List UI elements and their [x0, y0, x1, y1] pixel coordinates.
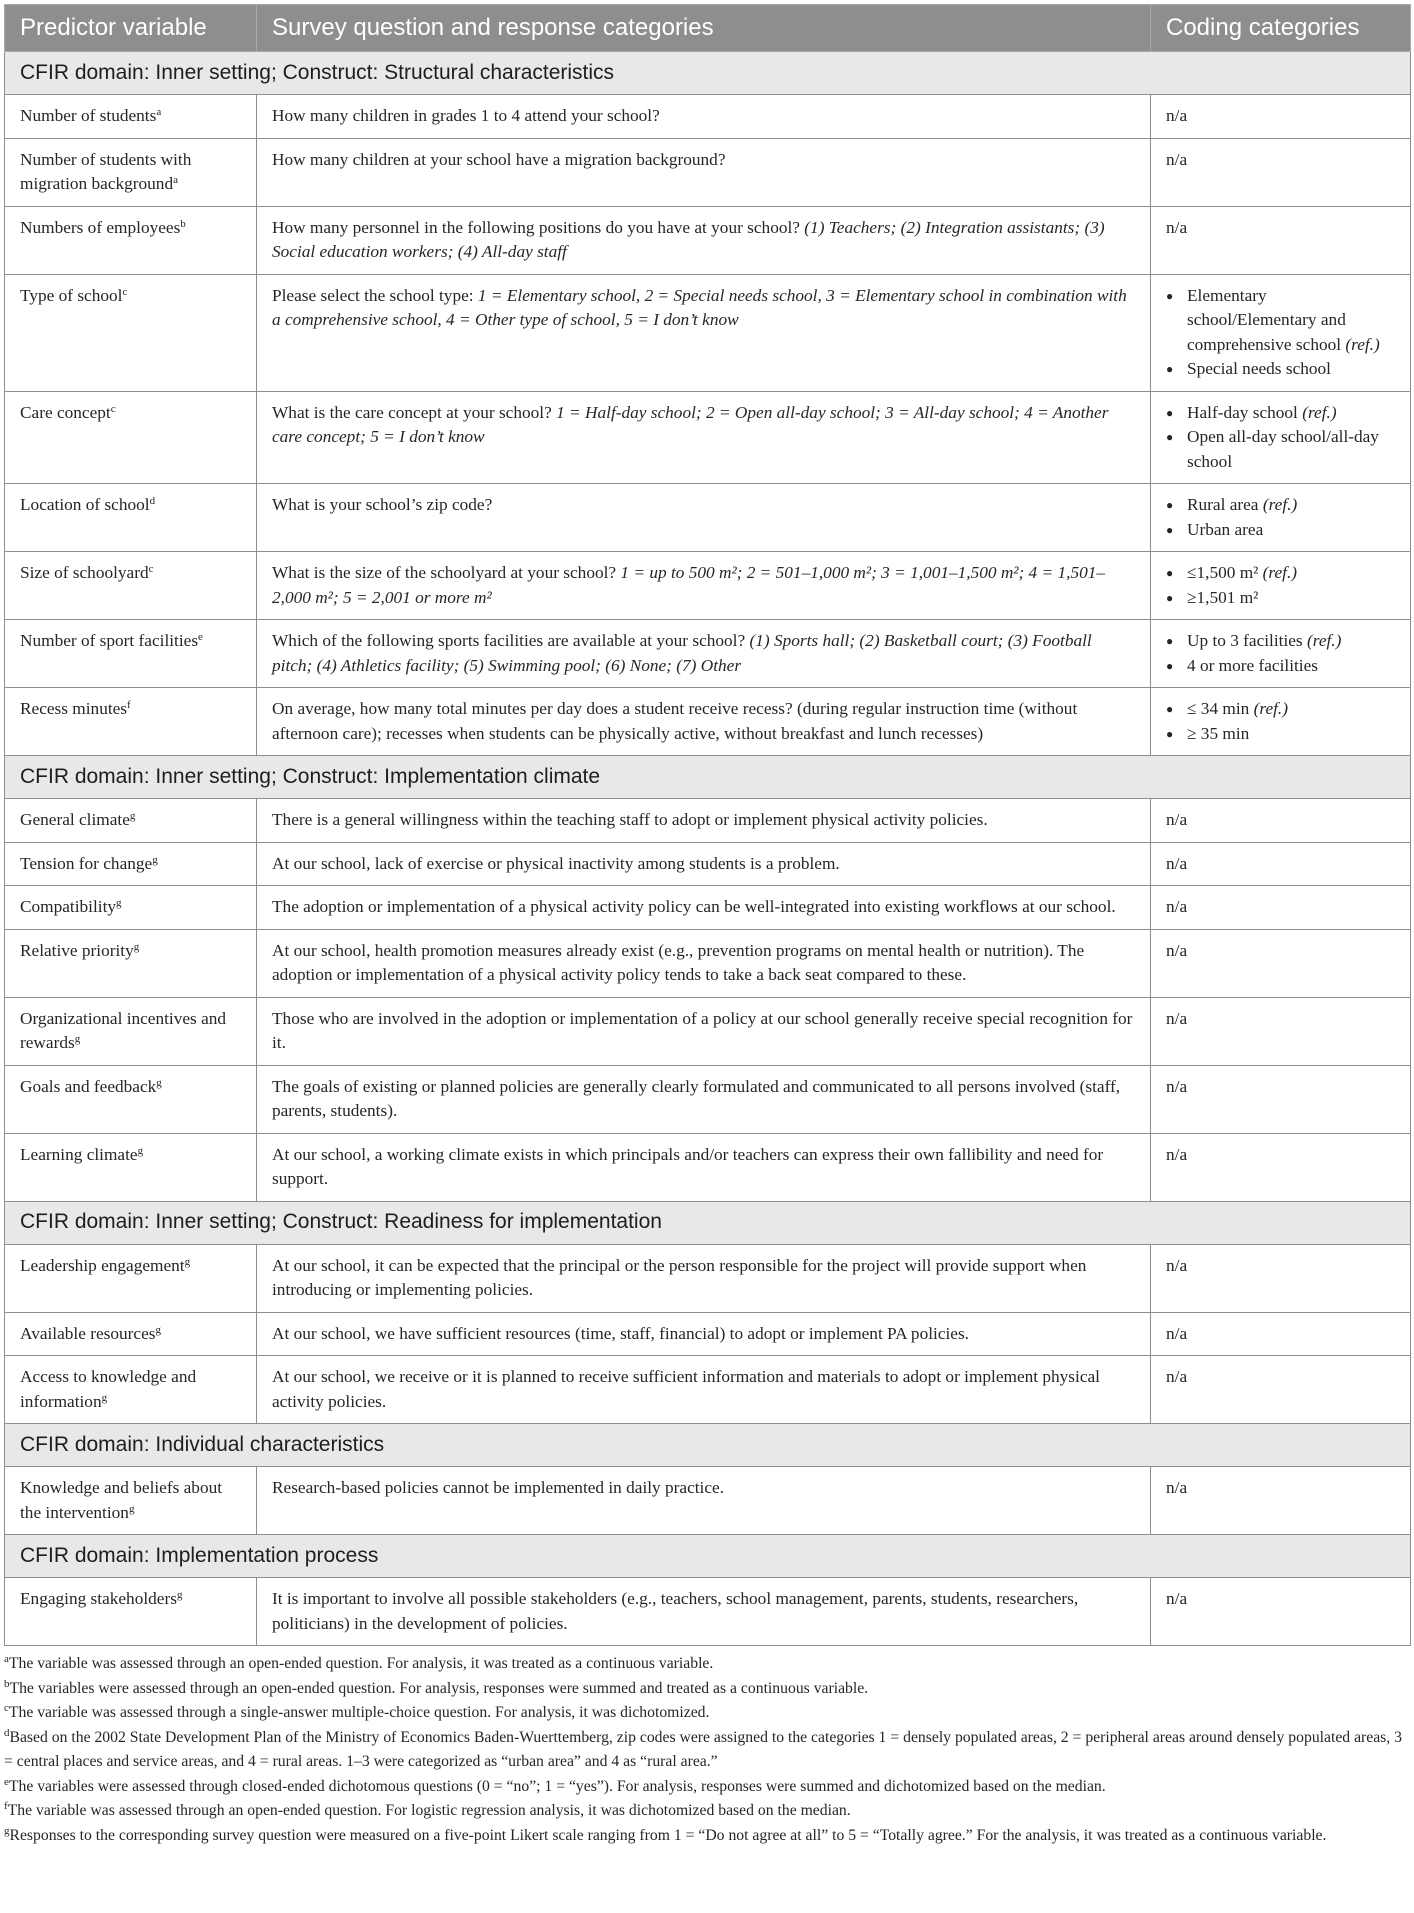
coding-category: 4 or more facilities	[1187, 655, 1319, 675]
footnote-marker: g	[74, 1033, 81, 1045]
coding-category: n/a	[1166, 897, 1188, 916]
predictor-variable: Number of students	[20, 106, 157, 125]
table-row	[5, 1467, 1411, 1535]
header-predictor-variable: Predictor variable	[5, 5, 257, 52]
table-row	[5, 620, 1411, 688]
section-title: CFIR domain: Inner setting; Construct: Structural characteristics	[5, 52, 1411, 95]
table-row	[5, 886, 1411, 930]
section-title: CFIR domain: Inner setting; Construct: Implementation climate	[5, 756, 1411, 799]
predictor-variable-cell	[5, 1578, 257, 1646]
footnote-text: The variables were assessed through closed-ended dichotomous questions (0 = “no”; 1 = “yes”). For analysis, responses were summed and dichotomized based on the median.	[8, 1777, 1106, 1795]
table-row	[5, 688, 1411, 756]
footnote-marker: g	[133, 940, 140, 953]
coding-category: n/a	[1166, 940, 1188, 960]
coding-item	[1187, 654, 1395, 679]
predictor-variable: Available resources	[20, 1323, 156, 1343]
predictor-variable: Leadership engagement	[20, 1255, 185, 1275]
footnote-marker: g	[156, 1076, 162, 1089]
coding-categories-cell	[1151, 484, 1411, 552]
footnote	[4, 1775, 1410, 1800]
footnote-marker: g	[129, 810, 136, 822]
coding-category: n/a	[1166, 1144, 1188, 1164]
survey-question-cell	[257, 1356, 1151, 1424]
predictor-variable: Care concept	[20, 402, 111, 422]
coding-item	[1187, 493, 1395, 518]
survey-question: It is important to involve all possible stakeholders (e.g., teachers, school management, parents, students, researchers, politicians) in the development of policies.	[272, 1589, 1079, 1633]
coding-category: Half-day school	[1187, 402, 1298, 422]
coding-categories-cell	[1151, 1356, 1411, 1424]
survey-question: How many personnel in the following positions do you have at your school?	[272, 217, 800, 237]
survey-question: The adoption or implementation of a physical activity policy can be well-integrated into existing workflows at our school.	[272, 897, 1116, 916]
predictor-variable: Number of sport facilities	[20, 631, 199, 650]
survey-question-cell	[257, 620, 1151, 688]
reference-marker: (ref.)	[1302, 402, 1337, 422]
coding-item	[1187, 425, 1395, 474]
predictor-variable: Number of students with migration background	[20, 149, 192, 193]
response-categories: (1) Teachers; (2) Integration assistants; (3) Social education workers; (4) All-day staff	[272, 217, 1105, 261]
table-header-row	[5, 5, 1411, 52]
coding-categories-cell	[1151, 842, 1411, 886]
response-categories: 1 = Half-day school; 2 = Open all-day school; 3 = All-day school; 4 = Another care concept; 5 = I don’t know	[272, 402, 1109, 446]
coding-category: Elementary school/Elementary and comprehensive school	[1187, 285, 1346, 354]
predictor-variable: Location of school	[20, 495, 150, 514]
coding-category: n/a	[1166, 1367, 1188, 1386]
coding-category: n/a	[1166, 1076, 1188, 1096]
section-row	[5, 1535, 1411, 1578]
survey-question-cell	[257, 1467, 1151, 1535]
survey-question: What is your school’s zip code?	[272, 495, 493, 514]
table-row	[5, 929, 1411, 997]
coding-category: n/a	[1166, 1255, 1188, 1275]
reference-marker: (ref.)	[1262, 563, 1298, 582]
predictor-variable-cell	[5, 1467, 257, 1535]
coding-categories-cell	[1151, 95, 1411, 139]
coding-list	[1166, 284, 1395, 382]
footnote	[4, 1701, 1410, 1726]
coding-category: n/a	[1166, 810, 1188, 829]
survey-question: At our school, it can be expected that the principal or the person responsible for the project will provide support when introducing or implementing policies.	[272, 1255, 1087, 1299]
table-row	[5, 138, 1411, 206]
survey-question-cell	[257, 484, 1151, 552]
coding-categories-cell	[1151, 688, 1411, 756]
coding-category: Rural area	[1187, 495, 1259, 514]
coding-item	[1187, 722, 1395, 747]
footnote-marker: g	[101, 1391, 108, 1404]
footnote-marker: g	[184, 1255, 191, 1268]
table-row	[5, 997, 1411, 1065]
predictor-variable-cell	[5, 688, 257, 756]
table-body	[5, 52, 1411, 1646]
predictor-variable: Tension for change	[20, 853, 153, 873]
coding-item	[1187, 697, 1395, 722]
survey-question-cell	[257, 1244, 1151, 1312]
coding-item	[1187, 629, 1395, 654]
survey-question: At our school, we receive or it is planned to receive sufficient information and materials to adopt or implement physical activity policies.	[272, 1367, 1100, 1411]
predictor-variable: Size of schoolyard	[20, 563, 149, 582]
response-categories: (1) Sports hall; (2) Basketball court; (3) Football pitch; (4) Athletics facility; (5) Swimming pool; (6) None; (7) Other	[272, 631, 1092, 675]
table-row	[5, 799, 1411, 843]
predictor-variable: Relative priority	[20, 940, 134, 960]
survey-question-cell	[257, 391, 1151, 484]
coding-categories-cell	[1151, 1133, 1411, 1201]
predictor-variable-cell	[5, 799, 257, 843]
footnote-marker: g	[152, 853, 158, 866]
predictor-variable-cell	[5, 274, 257, 391]
coding-categories-cell	[1151, 1578, 1411, 1646]
coding-item	[1187, 561, 1395, 586]
predictor-variable: Recess minutes	[20, 699, 128, 718]
footnote-mark: c	[4, 1702, 9, 1714]
predictor-variable-cell	[5, 391, 257, 484]
survey-question-cell	[257, 842, 1151, 886]
predictor-variable-cell	[5, 842, 257, 886]
survey-question-cell	[257, 1312, 1151, 1356]
survey-question-cell	[257, 886, 1151, 930]
section-row	[5, 1201, 1411, 1244]
predictor-variable-cell	[5, 620, 257, 688]
coding-category: n/a	[1166, 1008, 1188, 1028]
coding-category: Special needs school	[1187, 359, 1331, 378]
coding-categories-cell	[1151, 1312, 1411, 1356]
predictor-variable-cell	[5, 95, 257, 139]
survey-question-cell	[257, 799, 1151, 843]
predictor-variable: Learning climate	[20, 1144, 138, 1164]
coding-category: n/a	[1166, 1478, 1188, 1497]
survey-question-cell	[257, 206, 1151, 274]
footnote-marker: g	[137, 1144, 144, 1157]
footnote-mark: g	[4, 1824, 10, 1837]
predictor-variable-cell	[5, 1356, 257, 1424]
table-row	[5, 552, 1411, 620]
survey-question: Those who are involved in the adoption or implementation of a policy at our school generally receive special recognition for it.	[272, 1008, 1133, 1052]
coding-list	[1166, 697, 1395, 746]
survey-question-cell	[257, 688, 1151, 756]
footnote-text: The variables were assessed through an open-ended question. For analysis, responses were summed and treated as a continuous variable.	[9, 1679, 869, 1697]
predictor-variable: General climate	[20, 810, 130, 829]
predictor-variable: Type of school	[20, 285, 123, 305]
coding-category: Up to 3 facilities	[1187, 631, 1303, 650]
section-title: CFIR domain: Implementation process	[5, 1535, 1411, 1578]
survey-question: Please select the school type:	[272, 285, 474, 305]
survey-question: At our school, lack of exercise or physical inactivity among students is a problem.	[272, 853, 840, 873]
page	[4, 4, 1410, 1848]
predictor-variable-cell	[5, 886, 257, 930]
coding-category: ≥1,501 m²	[1187, 587, 1259, 607]
footnote	[4, 1677, 1410, 1702]
reference-marker: (ref.)	[1307, 631, 1342, 650]
table-row	[5, 391, 1411, 484]
coding-list	[1166, 561, 1395, 610]
section-row	[5, 756, 1411, 799]
coding-list	[1166, 629, 1395, 678]
footnote-marker: b	[180, 217, 186, 230]
table-row	[5, 1244, 1411, 1312]
coding-categories-cell	[1151, 929, 1411, 997]
coding-category: ≤1,500 m²	[1187, 563, 1259, 582]
coding-category: n/a	[1166, 1589, 1188, 1608]
predictor-variable: Engaging stakeholders	[20, 1589, 177, 1608]
footnote-marker: a	[173, 174, 178, 186]
footnote-text: The variable was assessed through an open-ended question. For analysis, it was treated as a continuous variable.	[8, 1655, 714, 1672]
section-title: CFIR domain: Individual characteristics	[5, 1424, 1411, 1467]
survey-question: How many children in grades 1 to 4 attend your school?	[272, 106, 660, 125]
coding-categories-cell	[1151, 138, 1411, 206]
predictor-variable-cell	[5, 929, 257, 997]
coding-categories-cell	[1151, 620, 1411, 688]
footnote-marker: a	[156, 106, 162, 118]
footnote-mark: b	[4, 1677, 10, 1690]
coding-categories-cell	[1151, 206, 1411, 274]
survey-question-cell	[257, 95, 1151, 139]
header-survey-question: Survey question and response categories	[257, 5, 1151, 52]
coding-category: Open all-day school/all-day school	[1187, 427, 1379, 471]
table-row	[5, 95, 1411, 139]
survey-question-cell	[257, 138, 1151, 206]
footnote-mark: d	[4, 1726, 10, 1739]
survey-question: Which of the following sports facilities are available at your school?	[272, 631, 746, 650]
coding-list	[1166, 401, 1395, 475]
survey-question-cell	[257, 552, 1151, 620]
footnote	[4, 1824, 1410, 1849]
survey-question-cell	[257, 929, 1151, 997]
coding-categories-cell	[1151, 1467, 1411, 1535]
table-row	[5, 842, 1411, 886]
table-row	[5, 1312, 1411, 1356]
footnote-marker: g	[176, 1589, 183, 1601]
coding-category: ≥ 35 min	[1187, 723, 1250, 743]
coding-category: Urban area	[1187, 519, 1264, 539]
footnote-marker: g	[155, 1323, 161, 1336]
footnote-marker: e	[198, 631, 203, 643]
response-categories: 1 = Elementary school, 2 = Special needs school, 3 = Elementary school in combination with a comprehensive school, 4 = Other type of school, 5 = I don’t know	[272, 285, 1127, 329]
footnotes	[4, 1652, 1410, 1848]
survey-question-cell	[257, 1133, 1151, 1201]
footnote-marker: f	[127, 699, 131, 711]
coding-categories-cell	[1151, 799, 1411, 843]
predictor-table	[4, 4, 1411, 1646]
coding-categories-cell	[1151, 1065, 1411, 1133]
coding-category: n/a	[1166, 217, 1188, 237]
survey-question: How many children at your school have a migration background?	[272, 149, 726, 169]
survey-question-cell	[257, 997, 1151, 1065]
footnote-marker: c	[110, 402, 116, 415]
table-row	[5, 1133, 1411, 1201]
predictor-variable: Goals and feedback	[20, 1076, 157, 1096]
coding-categories-cell	[1151, 274, 1411, 391]
footnote	[4, 1652, 1410, 1677]
footnote-marker: c	[122, 285, 128, 298]
predictor-variable-cell	[5, 1065, 257, 1133]
reference-marker: (ref.)	[1253, 699, 1289, 718]
survey-question: At our school, we have sufficient resources (time, staff, financial) to adopt or implement PA policies.	[272, 1323, 970, 1343]
table-row	[5, 484, 1411, 552]
table-row	[5, 206, 1411, 274]
coding-categories-cell	[1151, 391, 1411, 484]
survey-question-cell	[257, 1065, 1151, 1133]
survey-question: On average, how many total minutes per day does a student receive recess? (during regular instruction time (without afternoon care); recesses when students can be physically active, without breakfast and lunch recesses)	[272, 699, 1078, 743]
survey-question-cell	[257, 1578, 1151, 1646]
predictor-variable: Knowledge and beliefs about the intervention	[20, 1478, 223, 1522]
predictor-variable-cell	[5, 1244, 257, 1312]
coding-categories-cell	[1151, 886, 1411, 930]
survey-question: What is the size of the schoolyard at your school?	[272, 563, 617, 582]
table-row	[5, 274, 1411, 391]
survey-question-cell	[257, 274, 1151, 391]
footnote	[4, 1726, 1410, 1775]
coding-category: n/a	[1166, 106, 1188, 125]
predictor-variable: Numbers of employees	[20, 217, 181, 237]
table-row	[5, 1356, 1411, 1424]
footnote-text: The variable was assessed through a single-answer multiple-choice question. For analysis, it was dichotomized.	[8, 1704, 710, 1721]
predictor-variable: Compatibility	[20, 897, 117, 916]
coding-category: n/a	[1166, 853, 1188, 873]
survey-question: Research-based policies cannot be implemented in daily practice.	[272, 1478, 725, 1497]
reference-marker: (ref.)	[1262, 495, 1298, 514]
predictor-variable: Organizational incentives and rewards	[20, 1008, 227, 1052]
footnote-text: Responses to the corresponding survey question were measured on a five-point Likert scale ranging from 1 = “Do not agree at all” to 5 = “Totally agree.” For the analysis, it was treated as a continuous variable.	[9, 1826, 1327, 1844]
predictor-variable-cell	[5, 1312, 257, 1356]
predictor-variable-cell	[5, 552, 257, 620]
table-row	[5, 1065, 1411, 1133]
footnote-mark: a	[4, 1653, 9, 1665]
coding-list	[1166, 493, 1395, 542]
predictor-variable-cell	[5, 997, 257, 1065]
response-categories: 1 = up to 500 m²; 2 = 501–1,000 m²; 3 = 1,001–1,500 m²; 4 = 1,501–2,000 m²; 5 = 2,001 or more m²	[272, 563, 1106, 607]
footnote-text: Based on the 2002 State Development Plan of the Ministry of Economics Baden-Wuerttemberg, zip codes were assigned to the categories 1 = densely populated areas, 2 = peripheral areas around densely populated areas, 3 = central places and service areas, and 4 = rural areas. 1–3 were categorized as “urban area” and 4 as “rural area.”	[4, 1728, 1402, 1770]
coding-categories-cell	[1151, 1244, 1411, 1312]
footnote-mark: f	[4, 1800, 8, 1812]
survey-question: The goals of existing or planned policies are generally clearly formulated and communicated to all persons involved (staff, parents, students).	[272, 1076, 1121, 1120]
coding-item	[1187, 357, 1395, 382]
footnote-text: The variable was assessed through an open-ended question. For logistic regression analysis, it was dichotomized based on the median.	[7, 1802, 851, 1819]
survey-question: There is a general willingness within the teaching staff to adopt or implement physical activity policies.	[272, 810, 988, 829]
coding-categories-cell	[1151, 997, 1411, 1065]
predictor-variable-cell	[5, 206, 257, 274]
coding-category: n/a	[1166, 149, 1188, 169]
survey-question: At our school, a working climate exists in which principals and/or teachers can express their own fallibility and need for support.	[272, 1144, 1104, 1188]
predictor-variable-cell	[5, 484, 257, 552]
footnote	[4, 1799, 1410, 1824]
section-row	[5, 52, 1411, 95]
survey-question: At our school, health promotion measures already exist (e.g., prevention programs on mental health or nutrition). The adoption or implementation of a physical activity policy tends to take a back seat compared to these.	[272, 940, 1085, 984]
survey-question: What is the care concept at your school?	[272, 402, 552, 422]
predictor-variable-cell	[5, 1133, 257, 1201]
footnote-marker: g	[128, 1502, 135, 1515]
coding-categories-cell	[1151, 552, 1411, 620]
predictor-variable-cell	[5, 138, 257, 206]
coding-category: ≤ 34 min	[1187, 699, 1250, 718]
table-row	[5, 1578, 1411, 1646]
section-row	[5, 1424, 1411, 1467]
footnote-mark: e	[4, 1775, 9, 1788]
footnote-marker: d	[149, 495, 156, 507]
predictor-variable: Access to knowledge and information	[20, 1367, 197, 1411]
footnote-marker: g	[116, 897, 122, 909]
section-title: CFIR domain: Inner setting; Construct: Readiness for implementation	[5, 1201, 1411, 1244]
coding-category: n/a	[1166, 1323, 1188, 1343]
coding-item	[1187, 586, 1395, 611]
coding-item	[1187, 518, 1395, 543]
coding-item	[1187, 401, 1395, 426]
reference-marker: (ref.)	[1345, 334, 1380, 354]
coding-item	[1187, 284, 1395, 358]
header-coding-categories: Coding categories	[1151, 5, 1411, 52]
footnote-marker: c	[148, 563, 154, 575]
